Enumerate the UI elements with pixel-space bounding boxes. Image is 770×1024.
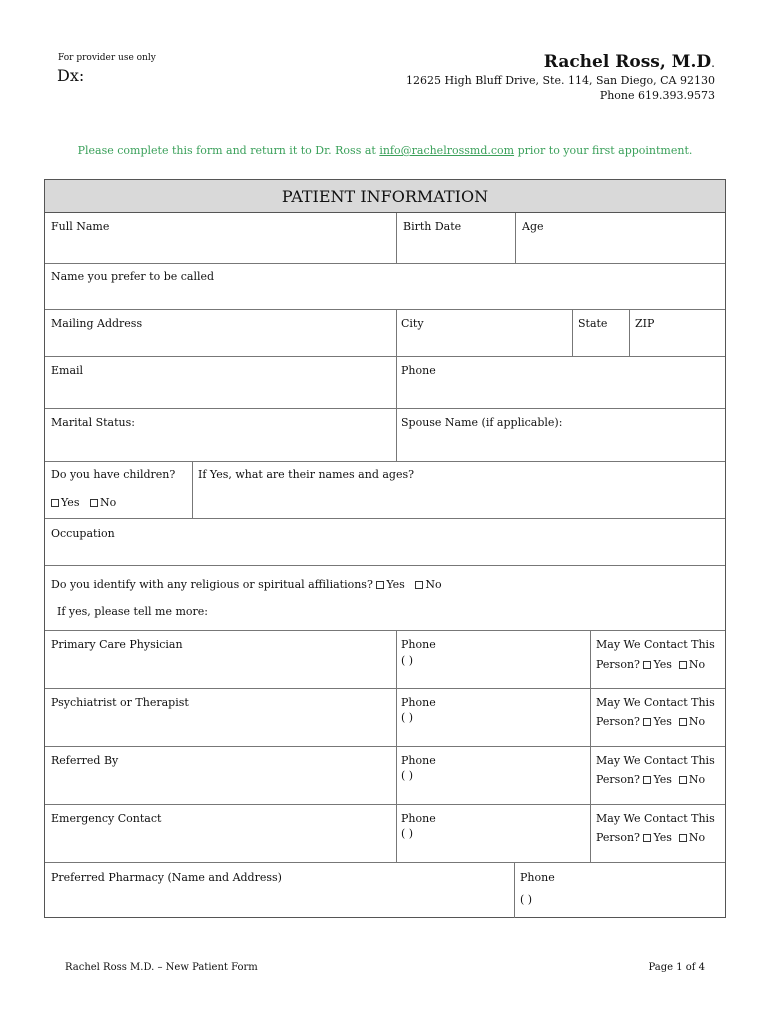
birth-date-field[interactable]: Birth Date — [403, 220, 462, 233]
instructions-after: prior to your first appointment. — [514, 144, 693, 157]
person-question: Person? — [596, 658, 640, 671]
preferred-pharmacy-field[interactable]: Preferred Pharmacy (Name and Address) — [51, 871, 282, 884]
contact-no-checkbox[interactable] — [679, 834, 687, 842]
person-question: Person? — [596, 715, 640, 728]
footer-form-name: Rachel Ross M.D. – New Patient Form — [65, 962, 258, 973]
col-divider — [515, 213, 516, 263]
contact-phone-label: Phone — [401, 754, 436, 767]
row-divider — [45, 862, 725, 863]
row-divider — [45, 356, 725, 357]
person-question: Person? — [596, 773, 640, 786]
marital-status-field[interactable]: Marital Status: — [51, 416, 135, 429]
religious-question — [51, 578, 442, 591]
religious-question-text: Do you identify with any religious or spiritual affiliations? — [51, 578, 373, 591]
col-divider — [192, 461, 193, 518]
may-contact-label: May We Contact This — [596, 696, 715, 709]
no-label: No — [688, 773, 706, 786]
contact-no-checkbox[interactable] — [679, 661, 687, 669]
no-label: No — [688, 658, 706, 671]
state-field[interactable]: State — [578, 317, 608, 330]
contact-phone-field[interactable]: ( ) — [401, 827, 414, 840]
no-label: No — [425, 578, 442, 591]
religious-more-field[interactable]: If yes, please tell me more: — [57, 605, 208, 618]
yes-label: Yes — [653, 831, 672, 844]
col-divider — [396, 213, 397, 263]
occupation-field[interactable]: Occupation — [51, 527, 115, 540]
contact-phone-label: Phone — [401, 696, 436, 709]
may-contact-label: May We Contact This — [596, 754, 715, 767]
spouse-name-field[interactable]: Spouse Name (if applicable): — [401, 416, 563, 429]
row-divider — [45, 461, 725, 462]
no-label: No — [99, 496, 117, 509]
yes-label: Yes — [386, 578, 405, 591]
children-options — [51, 496, 116, 509]
religious-yes-checkbox[interactable] — [376, 581, 384, 589]
referred-by-field[interactable]: Referred By — [51, 754, 119, 767]
instructions-before: Please complete this form and return it to Dr. Ross at — [77, 144, 380, 157]
patient-information-form — [44, 179, 726, 918]
col-divider — [396, 630, 397, 862]
contact-yes-checkbox[interactable] — [643, 661, 651, 669]
mailing-address-field[interactable]: Mailing Address — [51, 317, 143, 330]
row-divider — [45, 804, 725, 805]
contact-phone-field[interactable]: ( ) — [401, 711, 414, 724]
pharmacy-phone-label: Phone — [520, 871, 555, 884]
primary-care-physician-field[interactable]: Primary Care Physician — [51, 638, 183, 651]
doctor-phone: Phone 619.393.9573 — [599, 89, 715, 102]
row-divider — [45, 518, 725, 519]
city-field[interactable]: City — [401, 317, 424, 330]
children-no-checkbox[interactable] — [90, 499, 98, 507]
contact-phone-label: Phone — [401, 812, 436, 825]
row-divider — [45, 688, 725, 689]
no-label: No — [688, 715, 706, 728]
row-divider — [45, 263, 725, 264]
religious-no-checkbox[interactable] — [415, 581, 423, 589]
form-title: PATIENT INFORMATION — [45, 180, 725, 213]
phone-field[interactable]: Phone — [401, 364, 436, 377]
full-name-field[interactable]: Full Name — [51, 220, 110, 233]
col-divider — [396, 408, 397, 461]
email-field[interactable]: Email — [51, 364, 84, 377]
emergency-contact-field[interactable]: Emergency Contact — [51, 812, 162, 825]
zip-field[interactable]: ZIP — [635, 317, 655, 330]
contact-yes-checkbox[interactable] — [643, 776, 651, 784]
email-link[interactable]: info@rachelrossmd.com — [379, 144, 515, 157]
row-divider — [45, 746, 725, 747]
psychiatrist-therapist-field[interactable]: Psychiatrist or Therapist — [51, 696, 189, 709]
children-question: Do you have children? — [51, 468, 176, 481]
contact-no-checkbox[interactable] — [679, 718, 687, 726]
children-names-field[interactable]: If Yes, what are their names and ages? — [198, 468, 415, 481]
footer-page-number: Page 1 of 4 — [648, 962, 705, 973]
pharmacy-phone-field[interactable]: ( ) — [520, 893, 533, 906]
yes-label: Yes — [61, 496, 80, 509]
doctor-name-period: . — [711, 56, 715, 70]
col-divider — [629, 309, 630, 356]
person-question: Person? — [596, 831, 640, 844]
contact-phone-field[interactable]: ( ) — [401, 654, 414, 667]
contact-phone-label: Phone — [401, 638, 436, 651]
may-contact-options — [596, 658, 705, 671]
row-divider — [45, 309, 725, 310]
instructions — [0, 144, 770, 157]
row-divider — [45, 630, 725, 631]
may-contact-options — [596, 831, 705, 844]
may-contact-options — [596, 773, 705, 786]
dx-label: Dx: — [57, 66, 85, 85]
provider-note: For provider use only — [58, 53, 156, 63]
row-divider — [45, 408, 725, 409]
contact-yes-checkbox[interactable] — [643, 834, 651, 842]
children-yes-checkbox[interactable] — [51, 499, 59, 507]
may-contact-options — [596, 715, 705, 728]
col-divider — [396, 309, 397, 408]
age-field[interactable]: Age — [522, 220, 544, 233]
row-divider — [45, 565, 725, 566]
may-contact-label: May We Contact This — [596, 638, 715, 651]
doctor-name — [544, 52, 715, 72]
no-label: No — [688, 831, 706, 844]
contact-phone-field[interactable]: ( ) — [401, 769, 414, 782]
contact-yes-checkbox[interactable] — [643, 718, 651, 726]
col-divider — [590, 630, 591, 862]
yes-label: Yes — [653, 773, 672, 786]
col-divider — [572, 309, 573, 356]
col-divider — [514, 862, 515, 918]
yes-label: Yes — [653, 658, 672, 671]
may-contact-label: May We Contact This — [596, 812, 715, 825]
yes-label: Yes — [653, 715, 672, 728]
doctor-name-text: Rachel Ross, M.D — [543, 52, 712, 72]
preferred-name-field[interactable]: Name you prefer to be called — [51, 270, 215, 283]
contact-no-checkbox[interactable] — [679, 776, 687, 784]
doctor-address: 12625 High Bluff Drive, Ste. 114, San Diego, CA 92130 — [405, 74, 715, 87]
